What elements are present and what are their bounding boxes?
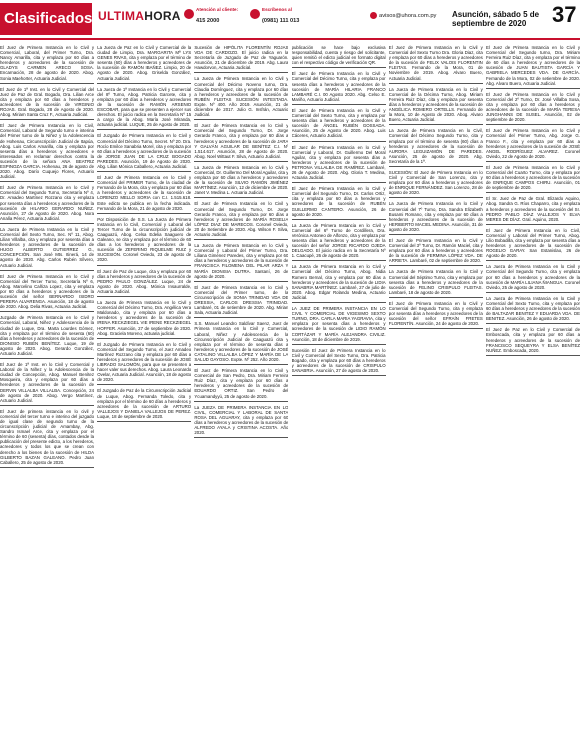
legal-notice: El Juez de Primera Instancia en lo Civil y Comercial del 3º Turno, Dr. Ramón Maciel, cita y emplaza por 60 días a herederos y acreedores de la sucesión de FERMINA LÓPEZ VDA. DE ARRIETA. Lambaré, 02 de septiembre de 2020.: [389, 237, 483, 266]
notice-column: [0, 44, 94, 756]
legal-notice: S.S. Manuel Leandro Saldívar Saenz, Juez de Primera Instancia en lo Civil y Comercial, Laboral, Niñez y Adolescencia de la Circunscripción Judicial de Caaguazú cita y emplaza por el término de sesenta días a herederos y acreedores de la sucesión de JOSÉ CATALINO VILLALBA LÓPEZ Y MARÍA DE LA SALUD GAYOSO. Expte. Nº 252. Año 2020.: [194, 320, 288, 365]
legal-notice: Sucesión El Juez de Primera Instancia en lo Civil y Comercial del Sexto Turno, Dra. Patricia Bogado, cita y emplaza por 60 días a herederos y acreedores de la sucesión de CRISPULO SANABRIA. Asunción, 27 de agosto de 2020.: [292, 347, 386, 376]
legal-notice: La JUEZA DE PRIMERA INSTANCIA EN LO CIVIL, COMERCIAL Y LABORAL DE SANTA ROSA DEL AGUARAY, cita y emplaza por 60 días a herederos y acreedores de la sucesión de ALFREDO AYALA y CRISTINA ACOSTA. Año 2020.: [194, 404, 288, 439]
legal-notice: La Jueza de Primera Instancia en lo Civil y Comercial del Décimo Turno, Abog. Nidia Romero Bernal, cita y emplaza por 60 días a herederos y acreedores de la sucesión de LIDIA SANABRIA MARTÍNEZ. Lambaré, 27 de julio de 2020. Abog. Edgar Rolando Medina, Actuario Judicial.: [292, 263, 386, 303]
publication-date: Asunción, sábado 5 de septiembre de 2020: [452, 10, 540, 28]
email-address: avisos@uhora.com.py: [379, 13, 437, 20]
logo-part-2: HORA: [144, 9, 181, 23]
legal-notice: El Sr. Juez de Paz de Gral. Elizardo Aquino, Abog. Sandra G. Ríos Chaparro, cita y emplaza a herederos y acreedores de la sucesión del Sr. PEDRO PABLO DÍAZ VALLEJOS Y ELVA MERES DE DÍAZ. Gral. Aquino, 2020.: [486, 195, 580, 224]
legal-notice: El Juez de Primera Instancia en lo Civil y Comercial, Laboral, del Primer Turno, Dra. Nancy Amarilla, cita y emplaza por 60 días a herederos y acreedores de la sucesión de GLADYS CARMEN ARECO SOSA. Encarnación, 28 de agosto de 2020. Abog. Sonia Maehorter, Actuaria Judicial.: [0, 44, 94, 84]
legal-notice: SUCESIÓN: El Juez de Primera Instancia en lo Civil y Comercial de San Lorenzo, cita y emplaza por 60 días a herederos y acreedores de ENRIQUE FERNÁNDEZ. San Lorenzo, 28 de agosto de 2020.: [389, 169, 483, 198]
newspaper-logo: [98, 9, 181, 23]
legal-notice: El Juez de 1ª Inst. en lo Civil y Comercial y Laboral de la Niñez y la Adolescencia de la ciudad de Concepción, Abog. Manuel Benítez Mosqueira, cita y emplaza por 60 días a herederos y acreedores de la sucesión de DERVIN VILLALBA VILLALBA. Concepción, 24 de agosto de 2020. Abog. Vergo Martínez, Actuario Judicial.: [0, 361, 94, 406]
legal-notice: El Juez de Primera Instancia en lo Civil y Comercial del Segundo Turno, cita y emplaza por sesenta días a herederos y acreedores de la sucesión del señor EFRAÍN FRETES FLORENTÍN. Asunción, 24 de agosto de 2020.: [389, 300, 483, 329]
legal-notice: El Juez de Primera Instancia en lo Civil y Comercial del Primer Turno, Abg. Jorge G. Franco F., cita y emplaza por 60 días a herederos y acreedores de la sucesión de JOSÉ ANGEL RODRÍGUEZ ALVAREZ. Coronel Oviedo, 22 de Agosto de 2020.: [486, 127, 580, 162]
legal-notice: Sucesión de HIPÓLITA FLORENTÍN ROJAS VDA DE CARDOZO. El juicio radica en la Secretaría de Juzgado de Paz de Yaguarón. Asunción, 21 de diciembre de 2019. Abg. Laura Hawdorvon, Actuaria Judicial.: [194, 44, 288, 73]
legal-notice: El Juez de Primera Instancia en lo Civil y Comercial del Sexto Turno, cita y emplaza por sesenta días a herederos y acreedores de la sucesión de ÁNGEL RUBÉN GOSSADA. Asunción, 25 de Agosto de 2020. Abog. Luis Cáceres, Actuario Judicial.: [292, 107, 386, 142]
legal-notice: El Juzgado de Primera Instancia en lo Civil y Comercial del Décimo Turno, Secret. Nº 20. Dra. Rocío Emilce Sanabria Morel, cita y emplaza por 60 días a herederos y acreedores de la sucesión de JORGE JUAN DE LA CRUZ BOGADO PAREDES. Asunción, 19 de Agosto de 2020. Abg. Lilian Mónica Caballero, Actuaria Judicial.: [97, 132, 191, 172]
legal-notice: El Juez de Primera Instancia en lo Civil y Comercial del Segundo Turno, Dr. Carlos Ortiz, cita y emplaza por 60 días a herederos y acreedores de la sucesión de RUBÉN GUILLERMO CANTERO. Asunción, 26 de agosto de 2020.: [292, 185, 386, 220]
legal-notice: El Juez de Primera Instancia en lo Civil y Comercial del Tercer Turno, Secretaría Nº 6, Abog. Marcelino Cañiza Lopez, cita y emplaza por 60 días a herederos y acreedores de la sucesión del señor BERNARDO ISIDRO PERERA ALVARENGA. Asunción, 18 de agosto de 2020. Abog. Delia Rivas, Actuaria Judicial.: [0, 273, 94, 313]
legal-notice: La Jueza de Paz en lo Civil y Comercial de la ciudad de Limpio, Dra. MARGARITA Mª LYS GENES RIVAS, cita y emplaza por el término de sesenta (60) días a herederos y acreedores de la sucesión de RAMÓN IBAÑEZ. Limpio, 20 de Agosto de 2020. Abog. Griselda González, Actuaria Judicial.: [97, 44, 191, 84]
classified-columns: [0, 44, 580, 756]
legal-notice: La Jueza de Primera Instancia en lo Civil y Comercial, Dr. Guillermo Del Moral Aguilar, cita y emplaza por 60 días a herederos y acreedores de la sucesión de SILVIO RAMÓN JIMÉNEZ MARTÍNEZ. Asunción, 12 de diciembre de 2020. Janet V. Medina L. Actuaria Judicial.: [194, 164, 288, 199]
legal-notice: El Juez de primera instancia en lo civil y comercial del tercer turno e interino del juzgado de igual clase de segundo turno de la circunscripción judicial de Amambay, Abg. Sandro Ismael Arce, cita y emplaza por el término de 60 (sesenta) días, contados desde la publicación del presente edicto, a los herederos, acreedores y todos los que se crean con derecho a los bienes de la sucesión de HILDA GILBERTO BAZAN GALEANO. Pedro Juan Caballero, 25 de agosto de 2020.: [0, 408, 94, 468]
legal-notice: El Juzgado de Primera Instancia en lo Civil y Comercial del Segundo Turno, el Juez Amadeo Martínez Rozzano cita y emplaza por 60 días a herederos y acreedores de la sucesión de JOSÉ LIBRADO SALOMÓN, para que se presenten a hacer valer sus derechos. Abog. Laura Leonardo Ovelar, Actuaria Judicial. Asunción, 18 de agosto de 2020.: [97, 341, 191, 386]
customer-service-number: 415 2000: [196, 18, 220, 24]
page-number: 37: [552, 2, 577, 27]
legal-notice: El Juez de Primera Instancia en lo Civil y Comercial de San Pedro, Dra. Miriam Ferreira Ruiz Díaz, cita y emplaza por 60 días a herederos y acreedores de la sucesión de EDUARDO ORTIZ. San Pedro del Ycuamandyyú, 25 de agosto de 2020.: [194, 367, 288, 402]
whatsapp-number: (0981) 111 013: [262, 18, 300, 24]
legal-notice: El Juez de Paz en lo Civil y Comercial de Emboscada, cita y emplaza por 60 días a herederos y acreedores de la sucesión de FRANCISCO SEQUEYRA Y ELSA BENÍTEZ NUÑEZ. Emboscada, 2020.: [486, 326, 580, 355]
legal-notice: Por Disposición de S.S. La Jueza de Primera Instancia en lo Civil, Comercial y Laboral del Tercer Turno de la circunscripción judicial de Caaguazú, Abog. Celsa Edelia Saaguero de Galeano, se cita y emplaza por el término de 60 días a los herederos y acreedores de la sucesión de ZEFERINO RIQUELME RUIZ y SUCESIÓN. Coronel Oviedo, 23 de agosto de 2020.: [97, 216, 191, 266]
notice-column: [389, 44, 483, 756]
legal-notice: La Jueza de Primera Instancia en lo Civil y Comercial del Séptimo Turno, cita y emplaza por sesenta días a herederos y acreedores de la sucesión de FELINO CRISPULO FLEITAS. Lambaré, 18 de agosto de 2020.: [389, 268, 483, 297]
notice-column: [97, 44, 191, 756]
legal-notice: El Juez de Primera Instancia en lo Civil y Comercial del Segundo Turno, Secretaría Nº 4, Dr. Amadeo Martínez Rozzano cita y emplaza por sesenta días a herederos y acreedores de la sucesión de HILARIO GERARDO NUÑEZ. Asunción, 27 de Agosto de 2020. Abog. Nora Analía Pérez, Actuaria Judicial.: [0, 184, 94, 224]
legal-notice: La Jueza de Primera Instancia en lo Civil y Comercial del Sexto Turno, cita y emplaza por 60 días a herederos y acreedores de la sucesión de BALTAZAR BENITEZ Y EDUARDA VDA. DE BENITEZ. Asunción, 26 de agosto de 2020.: [486, 295, 580, 324]
logo-part-1: ULTIMA: [98, 9, 145, 23]
notice-column: [292, 44, 386, 756]
legal-notice: Juzgado de Primera Instancia en lo Civil y Comercial, Laboral, Niñez y Adolescencia de la ciudad de Luque, Dra. Marta Lourdes Gómez, cita y emplaza por el término de sesenta (60) días a herederos y acreedores de la sucesión de DIONISIO RUBÉN BENÍTEZ. Luque, 19 de agosto de 2020. Abog. Gerardo González, Actuario Judicial.: [0, 314, 94, 359]
legal-notice: La Jueza de Primera Instancia en lo Civil y Comercial del Décimo Turno, Dra. Angélica Vera Maldonado, cita y emplaza por 60 días a herederos y acreedores de la sucesión de IRENA RECKZIEGEL VIE IRENE RECKZIEGEL HOFFER. Asunción, 27 de septiembre de 2020. Abog. Graciela Moreno, actuaria judicial.: [97, 299, 191, 339]
legal-notice: publicación se hace bajo exclusiva responsabilidad, cuenta y riesgo del solicitante, quien remitió el edicto judicial en formato digital con el respectivo código de verificación QR.: [292, 44, 386, 68]
legal-notice: LA JUEZ DE PRIMERA INSTANCIA EN LO CIVIL Y COMERCIAL DE VIGESIMO SEXTO TURNO, DRA. CARLA MARIA YAGRAVIA, cita y emplaza por sesenta días a herederos y acreedores de la sucesión de LIDIO RAMÓN CORTÁZAR Y MARÍA ALEJANDRA CIVILIZ. Asunción, 18 de diciembre de 2019.: [292, 305, 386, 345]
legal-notice: La Jueza de 1ª Instancia en lo Civil y Comercial del 8º Turno, Abog. Patricia Garcete, cita y emplaza por 60 días a herederos y acreedores de la sucesión de RAMÓN ARSENIO ESCOBAR, para que se presenten a ejercer sus derechos. El juicio radica en la Secretaría Nº 15 a cargo de la Abog. María José Miranda, actuaria judicial. LUQUE, 25 de Agosto de 2020.: [97, 86, 191, 131]
legal-notice: El Juez de Primera Instancia en lo Civil y Comercial del Primer turno, de la Circunscripción de SONIA TRINIDAD VDA DE DRESSIA, CARLOS DRESSIA TRINIDAD. Lambaré, 01 de setiembre de 2020. Abg. Mirian Sala, Actuaria Judicial.: [194, 284, 288, 319]
whatsapp-contact: [250, 6, 310, 34]
legal-notice: El Juez de Primera Instancia en lo Civil y Comercial del Segundo Turno, Dr. Jorge Gerardo Franco, cita y emplaza por 60 días a herederos y acreedores de la sucesión de JARA Y GALVÁN AGUILAR DE BENÍTEZ C.I. Nº 1.514.617. Asunción, 28 de Agosto de 2020. Abog. Noel Wittaut F. Silva, Actuario Judicial.: [194, 122, 288, 162]
legal-notice: La Jueza de Primera Instancia en lo Civil y Comercial del Segundo Turno, cita y emplaza por 60 días a herederos y acreedores de la sucesión de MARÍA LILIANA ÑIANGUA. Coronel Oviedo, 25 de agosto de 2020.: [486, 263, 580, 292]
legal-notice: La Jueza de Primera Instancia en lo Civil y Comercial del Décimo Noveno turno, Dra. Claudia Domínguez, cita y emplaza por 60 días a herederos y acreedores de la sucesión de RUBÉN FLEITAS SUCESIÓN INTESTADA. Expte. Nº 400. Año 2019. Asunción, 21 de diciembre de 2017. Julio G. Insfrán, Actuario Judicial.: [194, 75, 288, 120]
legal-notice: La Jueza de Primera Instancia en lo Civil y Comercial del 7º Turno, Dra. Sandra Elizabeth Busami Romano, cita y emplaza por 60 días a herederos y acreedores de la sucesión de HERIBERTO MACIEL MEDINA. Asunción, 31 de agosto de 2020.: [389, 200, 483, 235]
legal-notice: El Juez de Primera Instancia en lo Civil y Comercial del Cuarto Turno, cita y emplaza por 60 días a herederos y acreedores de la sucesión de ENRIQUE CAMPOS CHIRU. Asunción, 01 de septiembre de 2020.: [486, 164, 580, 193]
whatsapp-label: Escríbenos al: [262, 7, 292, 12]
legal-notice: El Juez de Primera Instancia en lo Civil y Comercial del Segundo turno, Dra. Miriam Ferreira Ruiz Díaz, cita y emplaza por el término de 60 días a herederos y acreedores de la sucesión de JUAN BAUTISTA GARCÍA Y GABRIELA MERCEDES VDA. DE GARCÍA. Fernando de la Mora, 02 de setiembre de 2020. Abg. Alvaro Buero, Actuaria Judicial.: [486, 44, 580, 89]
legal-notice: El Juez de Primera Instancia en lo Civil y Comercial del Décimo Turno, cita y emplaza por sesenta días a herederos y acreedores de la sucesión de MARÍA HILARIA FRANCO LAMBARÉ C.I. 00 Agosto 2020. Abg. Celso E. Mariño, Actuario Judicial.: [292, 70, 386, 105]
legal-notice: El Juez de Primera Instancia en lo Civil y Comercial del Sexto Turno Dra. Gloria Diaz, cita y emplaza por 60 días a herederos y acreedores de la sucesión de FELIX VALOIS FLORENTIN FLEITAS. Fernando de la Mora, 01 de Noviembre de 2019. Abog. Alvaro Buero, Actuaria Judicial.: [389, 44, 483, 84]
customer-service-label: Atención al cliente:: [196, 7, 239, 12]
legal-notice: La Jueza de Primera Instancia en lo Civil y Comercial de la Décima Turno, Abog. Miriam Ferreira Ruiz Díaz, cita y emplaza por sesenta días a herederos y acreedores de la sucesión de ANGÉLICA ROMERO ORTELLS. Fernando de la Mora, 10 de Agosto de 2020. Abog. Alvaro Buero, Actuaria Judicial.: [389, 86, 483, 126]
legal-notice: El Juez de Primera Instancia en lo Civil y Comercial del PRIMER Turno, de la ciudad de Fernando de la Mora, cita y emplaza por 60 días a herederos y acreedores de la sucesión de LORENZO MELLO SORIA con C.I. 1.515.618. Este edicto se publica en la fecha indicada. Fernando de la Mora, 21 de agosto de 2020.: [97, 174, 191, 214]
email-contact: [370, 12, 436, 19]
legal-notice: El Juez de Primera Instancia en lo Civil y Comercial del 2º Turno, Dr. José Villalba Sosa, cita y emplaza por 60 días a herederos y acreedores de la sucesión de MARÍA TERESA JUNGHANNS DE SUSEL. Asunción, 02 de septiembre de 2020.: [486, 91, 580, 126]
phone-icon: [184, 9, 194, 19]
page-header: [0, 0, 580, 40]
legal-notice: El Juez de Primera Instancia en lo Civil y Comercial del Segundo Turno, Dr. Jorge Gerardo Franco, cita y emplaza por 60 días a herederos y acreedores de MARÍA ROSELIA LÓPEZ DIAZ DE MARECOS. Coronel Oviedo, 20 de Setiembre de 2020. Abg. Wilson F. Silva, Actuario Judicial.: [194, 200, 288, 240]
notice-column: [486, 44, 580, 756]
whatsapp-icon: [250, 9, 260, 19]
legal-notice: El Juez de Primera Instancia en lo Civil y Comercial y Laboral, Dr. Guillermo Del Moral Aguilar, cita y emplaza por sesenta días a herederos y acreedores de la sucesión de PETRONA VILLALBA DE RAMÍREZ. Lambaré, 26 de Agosto de 2020. Abg. Gloria T. Medina, Actuaria Judicial.: [292, 144, 386, 184]
notice-column: [194, 44, 288, 756]
contact-info: [184, 6, 374, 34]
section-title: Clasificados: [0, 3, 92, 35]
legal-notice: La Jueza de Primera Instancia en lo Civil y Comercial del Sexto Turno, Sec. Nº 11, Abog. Lilian Villalba, cita y emplaza por sesenta días a herederos y acreedores de la sucesión de HUGO ALBERTO GUTIERREZ G., CONCEPCIÓN. San José Mts. Itinerá, 14 de agosto de 2020. Abg. Carlos Rubén Sílvero, Actuario Judicial.: [0, 226, 94, 271]
legal-notice: El Juez de 1ª Inst. en lo Civil y Comercial del Juez de Paz de Gral. Bogado, Dra. Lilian Arce cita y emplaza por 60 días a herederos y acreedores de la sucesión de VIRGINIO ROJAS. Gral. Bogado, 28 de Agosto de 2020. Abog. Miriam Santa Cruz F., Actuaria Judicial.: [0, 86, 94, 121]
legal-notice: El Juez de Primera Instancia en lo Civil, Comercial, Laboral de Segundo turno e interina del Primer turno de la Niñez y la Adolescencia de Hohenau, Circunscripción Judicial de Itapúa, Abog. Luis Carlos Amarilla, cita y emplaza por sesenta días a herederos y acreedores e interesados en reclamar derechos contra la sucesión de la señora ANA BEATRIZ ESPINOZA GARCIA. Hohenau, 26 de agosto de 2020. Abog. Darío Cuquejo Flores, Actuario Judicial.: [0, 122, 94, 182]
email-icon: [370, 12, 377, 19]
legal-notice: La Jueza de Primera Instancia en lo Civil, Comercial del Décimo Segundo Turno, cita y emplaza por el término de sesenta (60) días a herederos y acreedores de la sucesión de AURORA LEGUIZAMÓN DE PAREDES. Asunción, 25 de agosto de 2020. Abg. Secretaría de la 1ª.: [389, 127, 483, 167]
legal-notice: El Juez de Primera Instancia en lo Civil, Comercial y Laboral del Primer Turno, Abog. Lilio Bobadilla, cita y emplaza por sesenta días a herederos y acreedores de la sucesión de ROGELIO GARAY. San Estanislao, 26 de Agosto de 2020.: [486, 227, 580, 262]
legal-notice: El Juez de Paz de Luque, cita y emplaza por 60 días a herederos y acreedores de la sucesión de PEDRO PAULO GONZÁLEZ. Luque, 24 de Agosto de 2020. Abog. Mónica Insaurralde, Actuaria Judicial.: [97, 268, 191, 297]
customer-service: [184, 6, 244, 34]
legal-notice: La Jueza de Primera Instancia en lo Civil y Comercial y Laboral del Primer Turno, Dra. Liliana Giménez Paredes, cita y emplaza por 60 días a herederos y acreedores de la sucesión de FRANCISCA FILOMENA DEL PILAR ARZA Y MARÍA DIONISIA DUTRA. Santaní, 26 de agosto de 2020.: [194, 242, 288, 282]
legal-notice: El Juzgado de Paz de la Circunscripción Judicial de Luque, Abog. Fernanda Toledo, cita y emplaza por el término de 60 días a herederos y acreedores de la sucesión de ARTURO VALLEJOS Y DANIELA VALLEJOS DE PEREZ. Luque, 18 de septiembre de 2020.: [97, 387, 191, 422]
legal-notice: La Jueza de Primera Instancia en lo Civil y Comercial del 6º Turno de Cordillera, Dra. Verónica Antoneo de Alfonzo, cita y emplaza por sesenta días a herederos y acreedores de la sucesión del señor JORGE RICARDO OJEDA DELGADO. El juicio radica en la Secretaría Nº 1. Caacupé, 26 de agosto de 2020.: [292, 222, 386, 262]
